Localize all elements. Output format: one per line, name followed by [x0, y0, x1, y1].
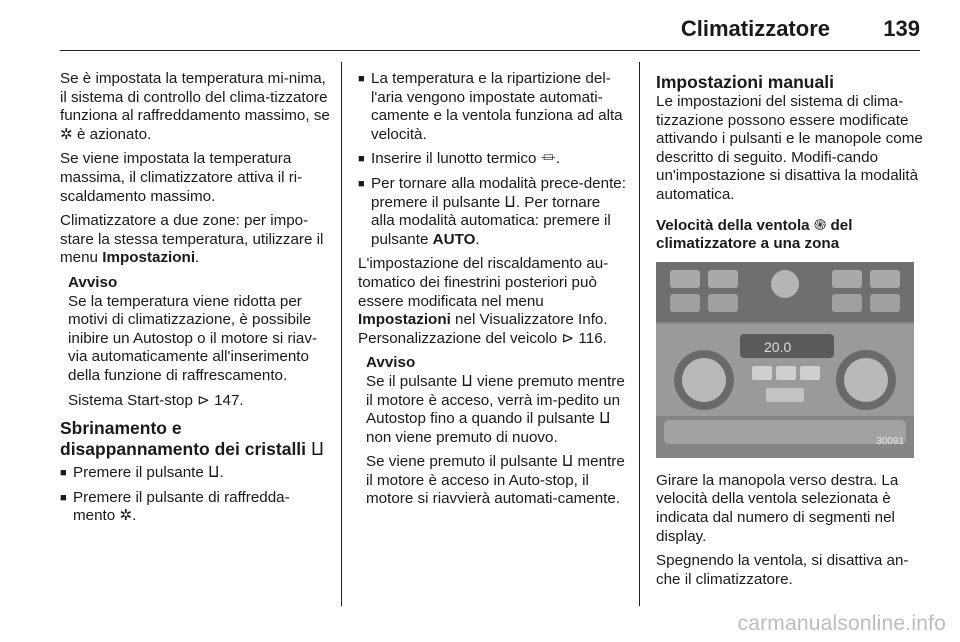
- page-title: Climatizzatore: [680, 16, 830, 41]
- subsection-heading: Velocità della ventola ֍ del climatizzatore a una zona: [656, 216, 853, 253]
- defrost-icon: ⵡ: [208, 464, 220, 482]
- bullet-list: [358, 70, 626, 249]
- paragraph: Le impostazioni del sistema di clima-tizzazione possono essere modificate attivando i pulsanti e le manopole come descritto di seguito. Modifi-cando un'impostazione si disattiva la modalità automatica.: [656, 93, 923, 203]
- section-heading: Sbrinamento e disappannamento dei cristalli ⵡ: [60, 418, 325, 460]
- defrost-icon: ⵡ: [461, 372, 473, 390]
- arrow-icon: ⊳: [197, 391, 210, 409]
- figure-code: 30091: [876, 436, 904, 448]
- panel-display-readout: 20.0: [764, 338, 792, 355]
- defrost-icon: ⵡ: [310, 439, 325, 460]
- page-header: [60, 14, 920, 48]
- page-number: 139: [883, 16, 920, 41]
- page-reference: Sistema Start-stop ⊳ 147.: [68, 391, 244, 409]
- list-item: ■ La temperatura e la ripartizione del-l'aria vengono impostate automati-camente e la ventola funziona ad alta velocità.: [358, 70, 626, 144]
- column-2: [358, 70, 626, 517]
- paragraph: Se è impostata la temperatura mi-nima, il sistema di controllo del clima-tizzatore funziona al raffreddamento massimo, se ✲ è azionato.: [60, 70, 330, 143]
- note-text: Se il pulsante ⵡ viene premuto mentre il motore è acceso, verrà im-pedito un Autostop fino a quando il pulsante ⵡ non viene premuto di nuovo.: [366, 372, 625, 446]
- menu-name: Impostazioni: [102, 249, 196, 267]
- paragraph: Se viene impostata la temperatura massima, il climatizzatore attiva il ri-scaldamento massimo.: [60, 150, 303, 205]
- column-divider: [639, 62, 640, 606]
- snowflake-icon: ✲: [119, 507, 133, 525]
- note-text: Se la temperatura viene ridotta per motivi di climatizzazione, è possibile inibire un Autostop o il motore si riav-via automaticamente all'inserimento della funzione di raffrescamento.: [68, 292, 318, 384]
- climate-panel-illustration: [656, 262, 914, 458]
- list-item: ■ Premere il pulsante di raffredda-mento ✲.: [60, 489, 330, 526]
- paragraph: Spegnendo la ventola, si disattiva an-che il climatizzatore.: [656, 552, 909, 588]
- note-title: Avviso: [366, 354, 416, 372]
- note-box: [60, 274, 330, 410]
- paragraph: L'impostazione del riscaldamento au-tomatico dei finestrini posteriori può essere modificata nel menu Impostazioni nel Visualizzatore Info. Personalizzazione del veicolo ⊳ 116.: [358, 255, 609, 347]
- defrost-icon: ⵡ: [561, 453, 574, 471]
- defrost-icon: ⵡ: [599, 410, 611, 428]
- paragraph: Girare la manopola verso destra. La velocità della ventola selezionata è indicata dal numero di segmenti nel display.: [656, 471, 899, 545]
- paragraph: Climatizzatore a due zone: per impo-stare la stessa temperatura, utilizzare il menu Impostazioni.: [60, 212, 324, 267]
- list-item: ■ Premere il pulsante ⵡ.: [60, 464, 330, 483]
- header-rule: [60, 50, 920, 51]
- note-title: Avviso: [68, 273, 118, 291]
- watermark: carmanualsonline.info: [737, 612, 946, 635]
- note-box: [358, 354, 626, 509]
- note-text: Se viene premuto il pulsante ⵡ mentre il motore è acceso in Auto-stop, il motore si riavvierà automati-camente.: [366, 453, 625, 508]
- fan-icon: ֍: [813, 216, 827, 234]
- defrost-icon: ⵡ: [504, 193, 516, 211]
- list-item: ■ Inserire il lunotto termico ⏛.: [358, 150, 626, 169]
- climate-control-photo: [656, 262, 914, 458]
- section-heading: Impostazioni manuali: [656, 72, 834, 92]
- column-1: [60, 70, 330, 532]
- snowflake-icon: ✲: [60, 125, 73, 143]
- menu-name: Impostazioni: [358, 311, 451, 329]
- column-divider: [341, 62, 342, 606]
- rear-window-heating-icon: ⏛: [540, 150, 556, 168]
- column-3: [656, 70, 926, 595]
- arrow-icon: ⊳: [561, 329, 575, 347]
- list-item: ■ Per tornare alla modalità prece-dente: premere il pulsante ⵡ. Per tornare alla modalità automatica: premere il pulsante AUTO.: [358, 175, 626, 249]
- auto-button-label: AUTO: [432, 230, 476, 248]
- bullet-list: [60, 464, 330, 526]
